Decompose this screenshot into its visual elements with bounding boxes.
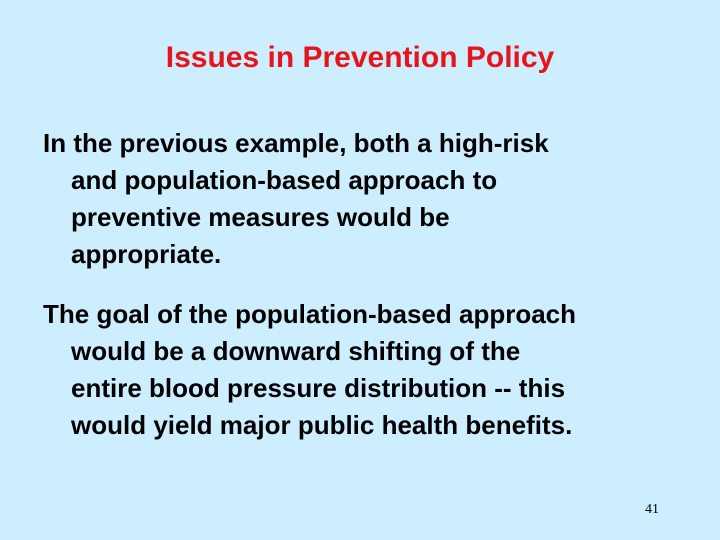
paragraph-line: and population-based approach to	[71, 165, 498, 195]
paragraph-line: would yield major public health benefits.	[71, 410, 573, 440]
paragraph-line: entire blood pressure distribution -- this	[71, 373, 566, 403]
body-paragraph-2	[43, 296, 693, 444]
paragraph-line: In the previous example, both a high-risk	[43, 128, 549, 158]
page-number: 41	[645, 502, 659, 517]
paragraph-line: preventive measures would be	[71, 202, 450, 232]
body-paragraph-1	[43, 125, 693, 273]
slide-title: Issues in Prevention Policy	[165, 41, 555, 74]
paragraph-line: The goal of the population-based approach	[43, 299, 577, 329]
paragraph-line: would be a downward shifting of the	[71, 336, 521, 366]
paragraph-line: appropriate.	[71, 239, 222, 269]
